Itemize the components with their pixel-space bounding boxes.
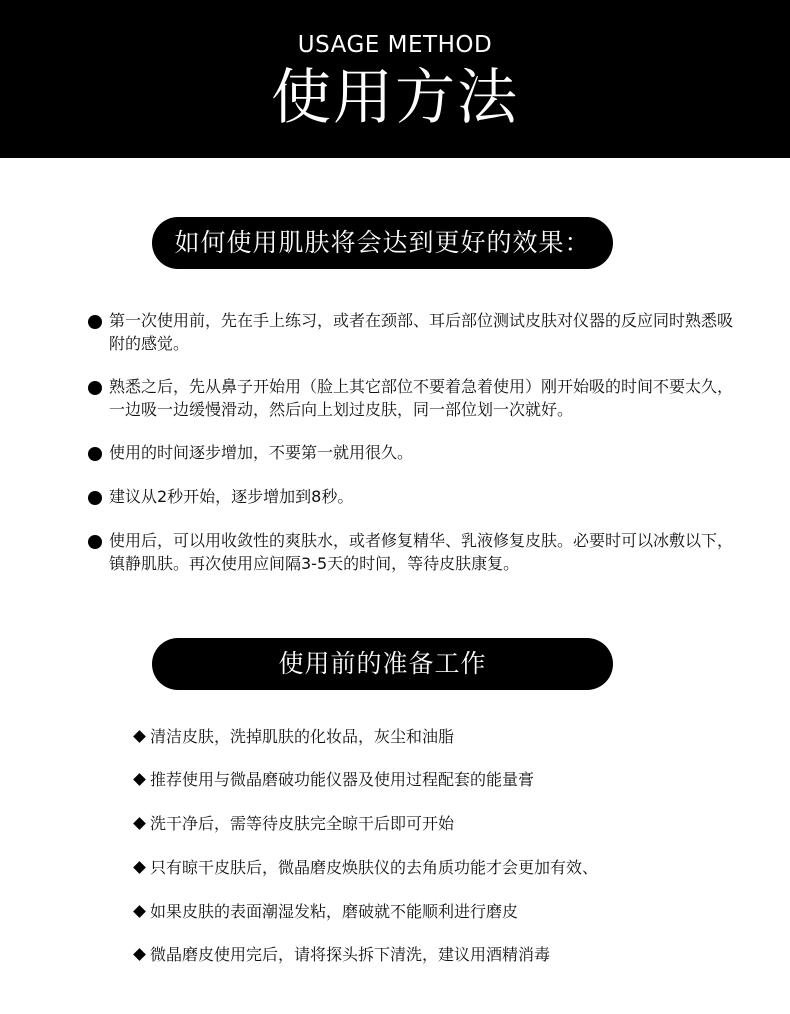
tip-text: 使用的时间逐步增加，不要第一就用很久。 [109, 443, 414, 462]
prep-text: 只有晾干皮肤后，微晶磨皮焕肤仪的去角质功能才会更加有效、 [150, 858, 599, 877]
page-title-english: USAGE METHOD [297, 32, 493, 58]
tip-item [86, 529, 736, 575]
tip-item [86, 441, 736, 464]
diamond-bullet-icon [133, 817, 146, 830]
tip-text: 使用后，可以用收敛性的爽肤水，或者修复精华、乳液修复皮肤。必要时可以冰敷以下，镇静肌肤。再次使用应间隔3-5天的时间，等待皮肤康复。 [109, 531, 734, 573]
prep-text: 清洁皮肤，洗掉肌肤的化妆品，灰尘和油脂 [150, 727, 455, 746]
prep-item [133, 944, 693, 966]
bullet-dot-icon [88, 535, 102, 549]
prep-text: 微晶磨皮使用完后，请将探头拆下清洗，建议用酒精消毒 [150, 945, 551, 964]
page-title: 使用方法 [271, 63, 519, 133]
tip-text: 第一次使用前，先在手上练习，或者在颈部、耳后部位测试皮肤对仪器的反应同时熟悉吸附的感觉。 [109, 311, 734, 353]
diamond-bullet-icon [133, 730, 146, 743]
bullet-dot-icon [88, 447, 102, 461]
prep-item [133, 726, 693, 748]
diamond-bullet-icon [133, 905, 146, 918]
tip-text: 建议从2秒开始，逐步增加到8秒。 [109, 487, 354, 506]
prep-item [133, 813, 693, 835]
prep-item [133, 769, 693, 791]
diamond-bullet-icon [133, 948, 146, 961]
section-heading-preparation: 使用前的准备工作 [152, 638, 613, 690]
bullet-dot-icon [88, 315, 102, 329]
prep-item [133, 857, 693, 879]
prep-text: 推荐使用与微晶磨破功能仪器及使用过程配套的能量膏 [150, 770, 535, 789]
section-heading-effects: 如何使用肌肤将会达到更好的效果： [152, 217, 613, 269]
bullet-dot-icon [88, 491, 102, 505]
tip-item [86, 485, 736, 508]
prep-item [133, 901, 693, 923]
diamond-bullet-icon [133, 773, 146, 786]
tip-item [86, 375, 736, 421]
bullet-dot-icon [88, 381, 102, 395]
diamond-bullet-icon [133, 861, 146, 874]
prep-text: 如果皮肤的表面潮湿发粘，磨破就不能顺利进行磨皮 [150, 902, 519, 921]
header-banner [0, 0, 790, 158]
tip-text: 熟悉之后，先从鼻子开始用（脸上其它部位不要着急着使用）刚开始吸的时间不要太久，一边吸一边缓慢滑动，然后向上划过皮肤，同一部位划一次就好。 [109, 377, 734, 419]
tip-item [86, 309, 736, 355]
prep-text: 洗干净后，需等待皮肤完全晾干后即可开始 [150, 814, 455, 833]
